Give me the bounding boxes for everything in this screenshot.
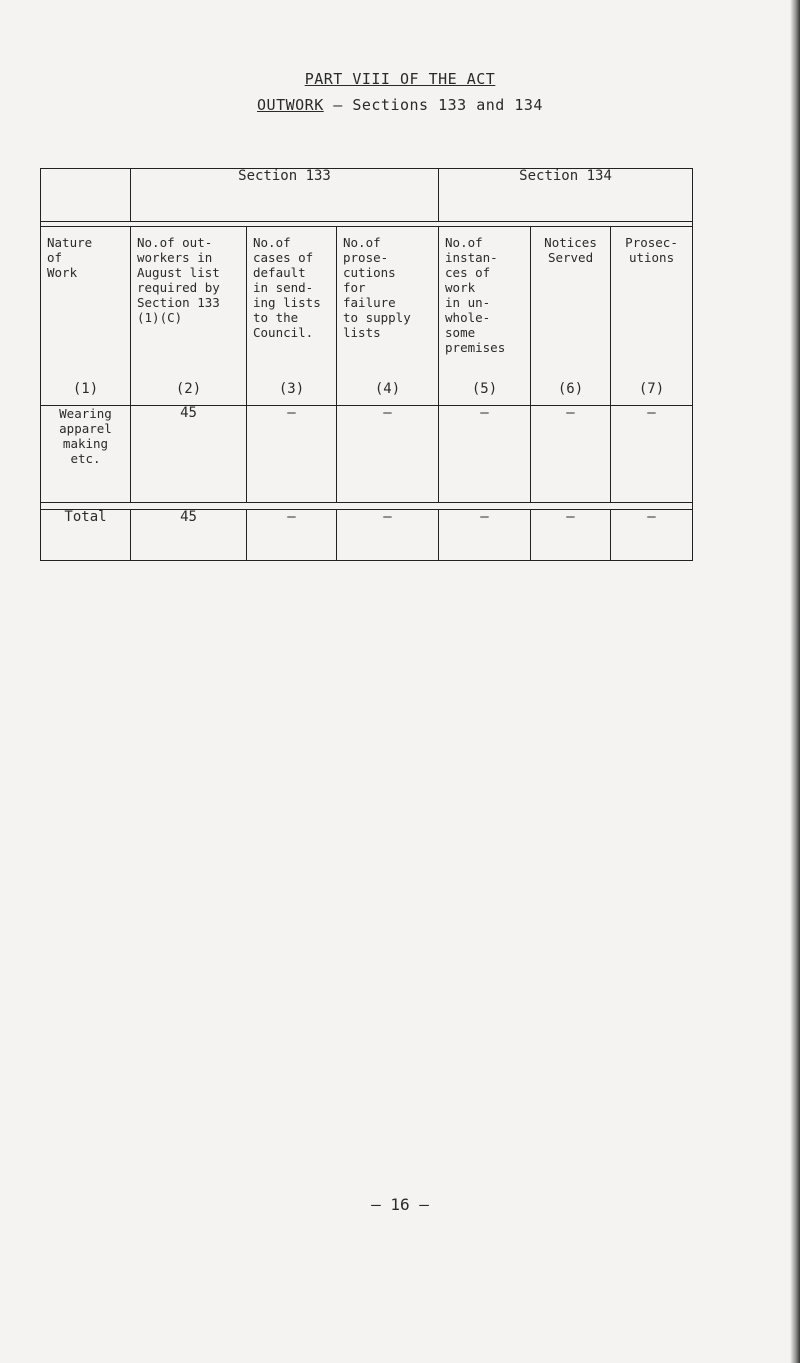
column-header-7: Prosec- utions (7)	[611, 227, 693, 406]
total-value: –	[611, 510, 693, 561]
section-133-header: Section 133	[131, 169, 439, 222]
page-number: – 16 –	[371, 1195, 429, 1214]
column-header-row	[41, 227, 693, 406]
section-134-header: Section 134	[439, 169, 693, 222]
subtitle-outwork: OUTWORK	[257, 96, 324, 114]
column-header-5: No.of instan- ces of work in un- whole- some premises (5)	[439, 227, 531, 406]
value-cell: –	[247, 406, 337, 503]
total-value: –	[337, 510, 439, 561]
column-header-3: No.of cases of default in send- ing lists to the Council. (3)	[247, 227, 337, 406]
outwork-table	[40, 168, 693, 561]
value-cell: –	[337, 406, 439, 503]
work-cell: Wearing apparel making etc.	[41, 406, 131, 503]
page-title: PART VIII OF THE ACT	[304, 70, 496, 88]
column-header-1: Nature of Work (1)	[41, 227, 131, 406]
page-edge-shadow	[790, 0, 800, 1363]
subtitle-sections: – Sections 133 and 134	[323, 96, 543, 114]
table-row	[41, 406, 693, 503]
total-value: 45	[131, 510, 247, 561]
column-header-2: No.of out- workers in August list required by Section 133 (1)(C) (2)	[131, 227, 247, 406]
blank-header-cell	[41, 169, 131, 222]
column-header-6: Notices Served (6)	[531, 227, 611, 406]
section-header-row	[41, 169, 693, 222]
value-cell: –	[611, 406, 693, 503]
total-label: Total	[41, 510, 131, 561]
total-value: –	[439, 510, 531, 561]
value-cell: –	[439, 406, 531, 503]
total-value: –	[247, 510, 337, 561]
column-header-4: No.of prose- cutions for failure to supply lists (4)	[337, 227, 439, 406]
row-gap	[41, 503, 693, 510]
value-cell: 45	[131, 406, 247, 503]
total-value: –	[531, 510, 611, 561]
total-row	[41, 510, 693, 561]
value-cell: –	[531, 406, 611, 503]
page-subtitle	[0, 96, 800, 114]
